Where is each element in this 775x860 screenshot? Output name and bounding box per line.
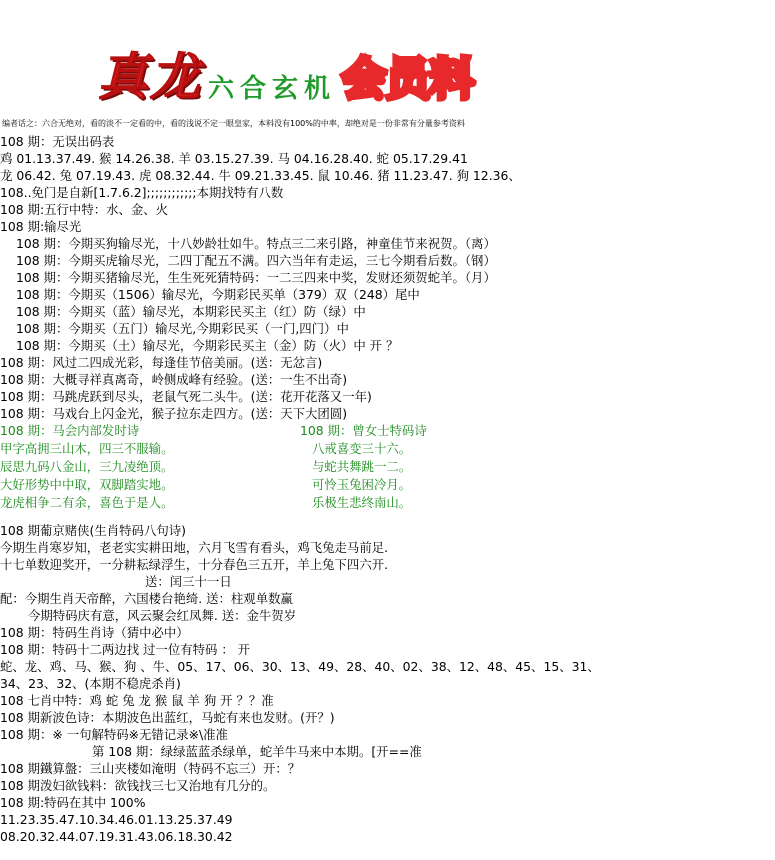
text-line: 108 期葡京赌侠(生肖特码八句诗)	[0, 523, 186, 538]
text-line: 108 期新波色诗：本期波色出蓝红，马蛇有来也发财。(开？)	[0, 710, 335, 725]
title-liuhe-xuanji: 六合玄机	[208, 74, 337, 104]
poem-right-title: 108 期：曾女士特码诗	[300, 423, 427, 438]
text-line: 十七单数迎奖开，一分耕耘绿浮生，十分春色三五开，羊上兔下四六开.	[0, 557, 389, 572]
text-line: 108..免门是自新[1.7.6.2];;;;;;;;;;;;本期找特有八数	[0, 185, 284, 200]
text-line: 108 期：无误出码表	[0, 134, 115, 149]
text-line: 送：闰三十一日	[145, 574, 232, 589]
poem-titles	[0, 422, 775, 440]
text-line: 108 期鐵算盤：三山夹楼如淹明（特码不忘三）开：？	[0, 761, 301, 776]
poem-row	[0, 476, 775, 494]
text-line: 108 期：特码十二两边找 过一位有特码 ： 开	[0, 642, 251, 657]
poem-left-title: 108 期：马会内部发时诗	[0, 423, 140, 438]
text-line: 108 七肖中特：鸡 蛇 兔 龙 猴 鼠 羊 狗 开 ？？准	[0, 693, 274, 708]
poem-right-line: 与蛇共舞跳一二。	[312, 459, 412, 474]
text-line: 108 期：马跳虎跃到尽头，老鼠气死二头牛。(送：花开花落又一年)	[0, 389, 372, 404]
text-line: 34、23、32、(本期不稳虎杀肖)	[0, 676, 181, 691]
text-line: 龙 06.42. 兔 07.19.43. 虎 08.32.44. 牛 09.21.33.45. 鼠 10.46. 猪 11.23.47. 狗 12.36、	[0, 168, 521, 183]
text-line: 第 108 期：绿绿蓝蓝杀绿单，蛇羊牛马来中本期。[开==准	[92, 744, 422, 759]
text-line: 今期特码庆有意，风云聚会红凤舞. 送：金牛贺岁	[28, 608, 297, 623]
text-line: 108 期：今期买（土）输尽光，今期彩民买主（金）防（火）中 开 ？	[16, 338, 399, 353]
page-title	[98, 47, 475, 106]
content	[0, 133, 775, 845]
text-line: 配：今期生肖天帝醉，六国楼台艳绮. 送：柱观单数赢	[0, 591, 293, 606]
text-line: 108 期：今期买（1506）输尽光，今期彩民买单（379）双（248）尾中	[16, 287, 420, 302]
text-line: 11.23.35.47.10.34.46.01.13.25.37.49	[0, 812, 233, 827]
text-line: 108 期：今期买（五门）输尽光,今期彩民买（一门,四门）中	[16, 321, 349, 336]
poem-left-line: 龙虎相争二有余，喜色于是人。	[0, 495, 174, 510]
poem-right-line: 乐极生悲终南山。	[312, 495, 412, 510]
poem-left-line: 辰思九码八金山，三九凌绝顶。	[0, 459, 174, 474]
poem-right-line: 可怜玉兔困冷月。	[312, 477, 412, 492]
text-line: 108 期：马戏台上闪金光，猴子拉东走四方。(送：天下大团圆)	[0, 406, 348, 421]
text-line: 108 期：特码生肖诗（猜中必中）	[0, 625, 189, 640]
title-zhenlong: 真龙	[98, 47, 202, 106]
text-line: 108 期：今期买虎输尽光，二四丁配五不满。四六当年有走运，三七今期看后数。（钢）	[16, 253, 496, 268]
editor-notice: 编者话之：六合无绝对，看的淡不一定看的中，看的浅说不定一眼皇家，本料没有100%的中率，却绝对是一份非常有分量参考资料	[2, 119, 465, 128]
header-banner	[0, 0, 775, 128]
text-line: 108 期:五行中特：水、金、火	[0, 202, 169, 217]
poem-left-line: 大好形势中中取，双脚踏实地。	[0, 477, 174, 492]
text-line: 今期生肖寒岁知，老老实实耕田地，六月飞雪有看头，鸡飞兔走马前足.	[0, 540, 389, 555]
text-line: 蛇、龙、鸡、马、猴、狗 、牛、05、17、06、30、13、49、28、40、02、38、12、48、45、15、31、	[0, 659, 600, 674]
poem-left-line: 甲字高拥三山木，四三不服输。	[0, 441, 174, 456]
text-line: 108 期：今期买猪输尽光，生生死死猜特码：一二三四来中奖，发财还须贺蛇羊。（月）	[16, 270, 496, 285]
text-line: 108 期：大概寻祥真离奇，岭侧成峰有经验。(送：一生不出奇)	[0, 372, 348, 387]
text-line: 108 期:特码在其中 100%	[0, 795, 146, 810]
text-line: 108 期：※ 一句解特码※无错记录※\准准	[0, 727, 228, 742]
text-line: 08.20.32.44.07.19.31.43.06.18.30.42	[0, 829, 233, 844]
poem-row	[0, 494, 775, 512]
text-line: 108 期：今期买狗输尽光，十八妙龄壮如牛。特点三二来引路，神童佳节来祝贺。（离）	[16, 236, 496, 251]
title-huiyuanliao: 会员料	[342, 54, 475, 105]
text-line: 108 期:输尽光	[0, 219, 82, 234]
poem-right-line: 八戒喜变三十六。	[312, 441, 412, 456]
poem-row	[0, 440, 775, 458]
text-line: 鸡 01.13.37.49. 猴 14.26.38. 羊 03.15.27.39. 马 04.16.28.40. 蛇 05.17.29.41	[0, 151, 468, 166]
text-line: 108 期：风过二四成光彩，每逢佳节倍美丽。(送：无忿言)	[0, 355, 323, 370]
text-line: 108 期：今期买（蓝）输尽光，本期彩民买主（红）防（绿）中	[16, 304, 366, 319]
poem-row	[0, 458, 775, 476]
text-line: 108 期泼妇欲钱料：欲钱找三七又治地有几分的。	[0, 778, 276, 793]
